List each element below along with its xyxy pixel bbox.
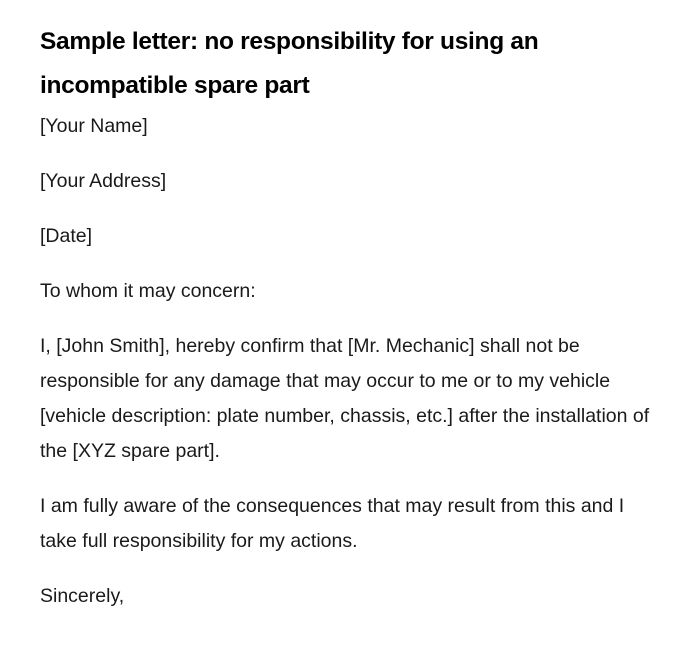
sender-address: [Your Address] (40, 170, 167, 192)
letter-title: Sample letter: no responsibility for using an incompatible spare part (40, 28, 539, 99)
closing: Sincerely, (40, 585, 125, 607)
letter-date: [Date] (40, 225, 93, 247)
salutation: To whom it may concern: (40, 280, 256, 302)
body-paragraph-confirmation: I, [John Smith], hereby confirm that [Mr. Mechanic] shall not be responsible for any damage that may occur to me or to my vehicle [vehicle description: plate number, chassis, etc.] after the installation of the [XYZ spare part]. (40, 335, 650, 462)
body-paragraph-responsibility: I am fully aware of the consequences that may result from this and I take full responsibility for my actions. (40, 495, 625, 552)
sender-name: [Your Name] (40, 115, 148, 137)
